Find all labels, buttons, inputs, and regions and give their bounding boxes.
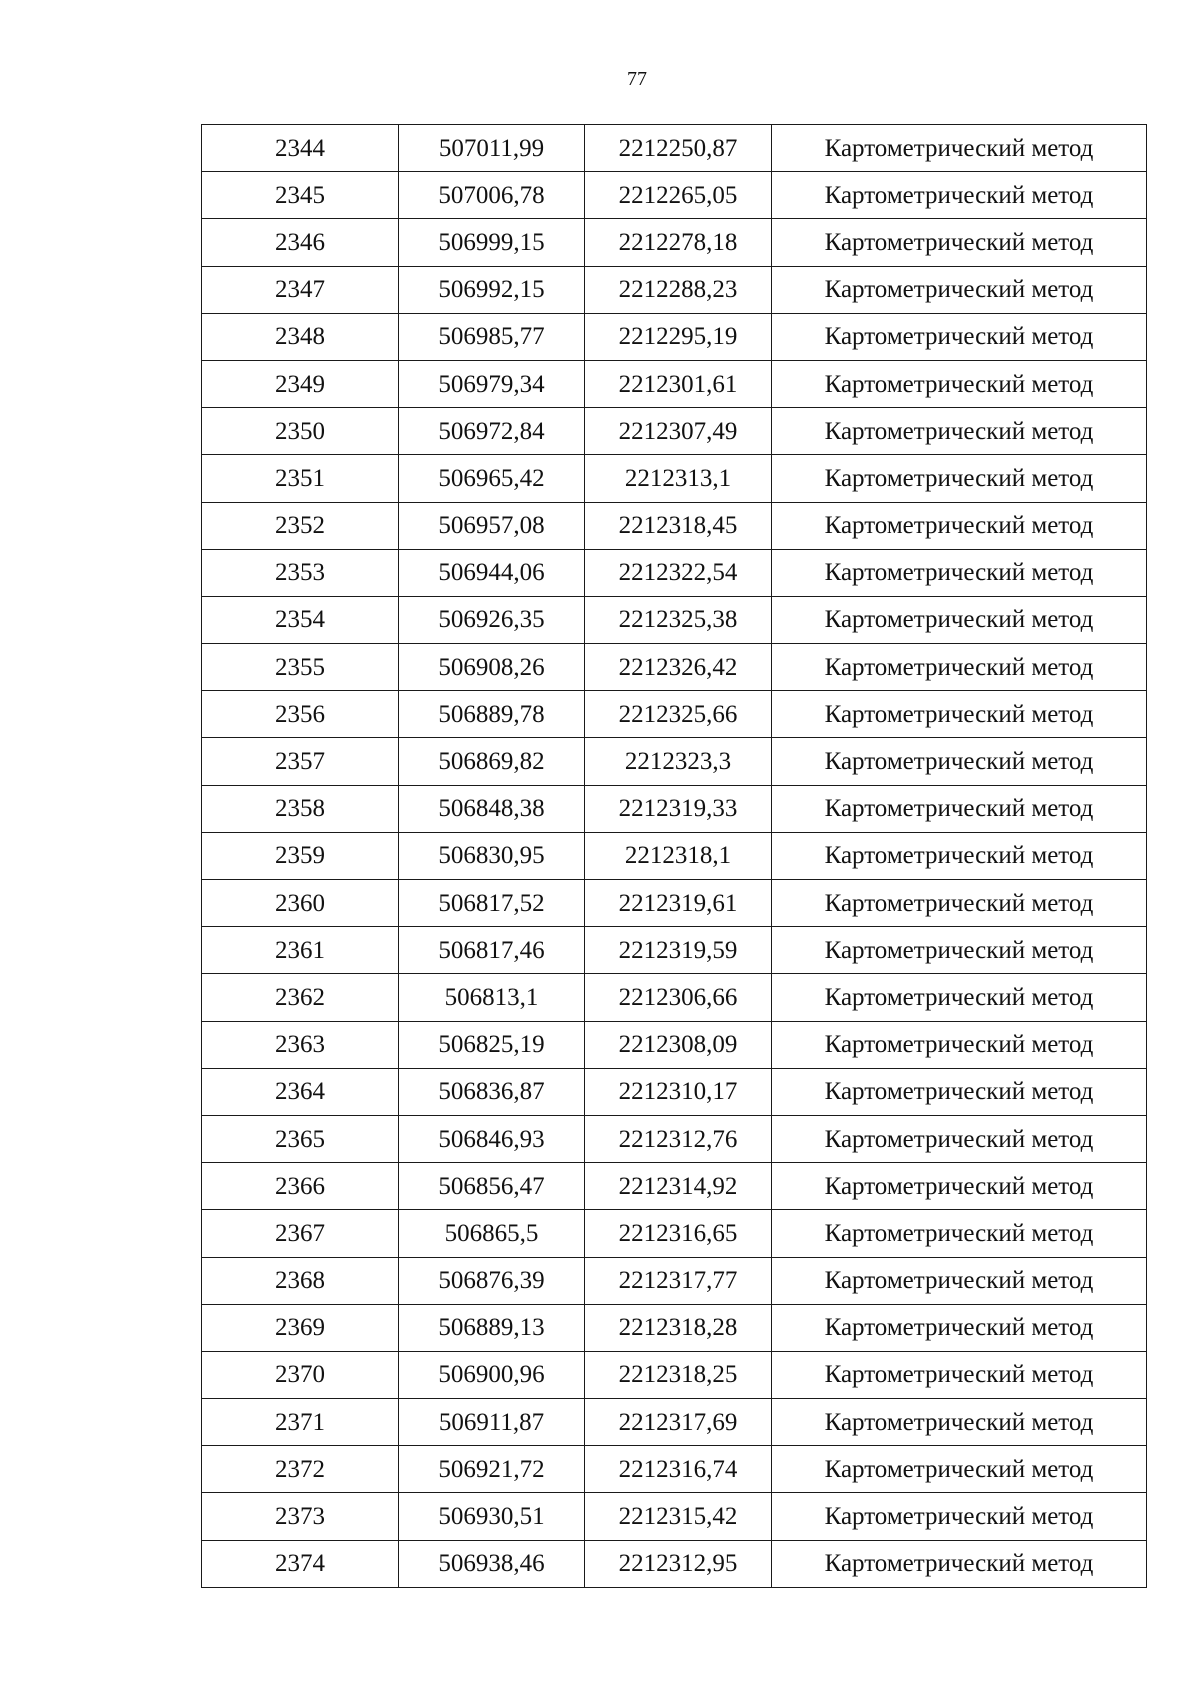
point-number-cell: 2368	[202, 1257, 399, 1304]
y-coordinate-cell: 2212318,28	[585, 1304, 772, 1351]
x-coordinate-cell: 506965,42	[399, 455, 585, 502]
table-row	[202, 974, 1147, 1021]
point-number-cell: 2370	[202, 1351, 399, 1398]
x-coordinate-cell: 506972,84	[399, 408, 585, 455]
y-coordinate-cell: 2212325,66	[585, 691, 772, 738]
table-row	[202, 691, 1147, 738]
x-coordinate-cell: 507006,78	[399, 172, 585, 219]
point-number-cell: 2365	[202, 1115, 399, 1162]
y-coordinate-cell: 2212308,09	[585, 1021, 772, 1068]
y-coordinate-cell: 2212316,65	[585, 1210, 772, 1257]
point-number-cell: 2349	[202, 360, 399, 407]
y-coordinate-cell: 2212318,45	[585, 502, 772, 549]
method-cell: Картометрический метод	[772, 408, 1147, 455]
y-coordinate-cell: 2212313,1	[585, 455, 772, 502]
method-cell: Картометрический метод	[772, 927, 1147, 974]
point-number-cell: 2363	[202, 1021, 399, 1068]
method-cell: Картометрический метод	[772, 1068, 1147, 1115]
point-number-cell: 2373	[202, 1493, 399, 1540]
method-cell: Картометрический метод	[772, 1304, 1147, 1351]
method-cell: Картометрический метод	[772, 1446, 1147, 1493]
x-coordinate-cell: 506876,39	[399, 1257, 585, 1304]
point-number-cell: 2359	[202, 832, 399, 879]
x-coordinate-cell: 506856,47	[399, 1163, 585, 1210]
x-coordinate-cell: 506848,38	[399, 785, 585, 832]
method-cell: Картометрический метод	[772, 644, 1147, 691]
method-cell: Картометрический метод	[772, 1021, 1147, 1068]
point-number-cell: 2372	[202, 1446, 399, 1493]
table-row	[202, 502, 1147, 549]
x-coordinate-cell: 506992,15	[399, 266, 585, 313]
y-coordinate-cell: 2212250,87	[585, 125, 772, 172]
point-number-cell: 2347	[202, 266, 399, 313]
point-number-cell: 2358	[202, 785, 399, 832]
table-row	[202, 1068, 1147, 1115]
table-row	[202, 927, 1147, 974]
point-number-cell: 2369	[202, 1304, 399, 1351]
method-cell: Картометрический метод	[772, 502, 1147, 549]
x-coordinate-cell: 506817,46	[399, 927, 585, 974]
point-number-cell: 2355	[202, 644, 399, 691]
method-cell: Картометрический метод	[772, 832, 1147, 879]
point-number-cell: 2352	[202, 502, 399, 549]
y-coordinate-cell: 2212318,25	[585, 1351, 772, 1398]
table-row	[202, 880, 1147, 927]
point-number-cell: 2351	[202, 455, 399, 502]
point-number-cell: 2366	[202, 1163, 399, 1210]
y-coordinate-cell: 2212326,42	[585, 644, 772, 691]
point-number-cell: 2360	[202, 880, 399, 927]
x-coordinate-cell: 506813,1	[399, 974, 585, 1021]
y-coordinate-cell: 2212318,1	[585, 832, 772, 879]
x-coordinate-cell: 506979,34	[399, 360, 585, 407]
method-cell: Картометрический метод	[772, 1351, 1147, 1398]
method-cell: Картометрический метод	[772, 691, 1147, 738]
x-coordinate-cell: 506830,95	[399, 832, 585, 879]
y-coordinate-cell: 2212325,38	[585, 596, 772, 643]
x-coordinate-cell: 506930,51	[399, 1493, 585, 1540]
table-row	[202, 832, 1147, 879]
table-row	[202, 549, 1147, 596]
table-row	[202, 1257, 1147, 1304]
table-row	[202, 738, 1147, 785]
y-coordinate-cell: 2212307,49	[585, 408, 772, 455]
x-coordinate-cell: 506846,93	[399, 1115, 585, 1162]
table-row	[202, 596, 1147, 643]
method-cell: Картометрический метод	[772, 549, 1147, 596]
x-coordinate-cell: 506999,15	[399, 219, 585, 266]
y-coordinate-cell: 2212295,19	[585, 313, 772, 360]
y-coordinate-cell: 2212317,69	[585, 1399, 772, 1446]
table-row	[202, 1115, 1147, 1162]
table-row	[202, 455, 1147, 502]
table-row	[202, 1493, 1147, 1540]
point-number-cell: 2357	[202, 738, 399, 785]
method-cell: Картометрический метод	[772, 880, 1147, 927]
method-cell: Картометрический метод	[772, 172, 1147, 219]
x-coordinate-cell: 506836,87	[399, 1068, 585, 1115]
y-coordinate-cell: 2212322,54	[585, 549, 772, 596]
table-row	[202, 785, 1147, 832]
point-number-cell: 2371	[202, 1399, 399, 1446]
method-cell: Картометрический метод	[772, 1493, 1147, 1540]
y-coordinate-cell: 2212265,05	[585, 172, 772, 219]
y-coordinate-cell: 2212288,23	[585, 266, 772, 313]
table-row	[202, 360, 1147, 407]
table-row	[202, 1351, 1147, 1398]
table-row	[202, 219, 1147, 266]
table-row	[202, 644, 1147, 691]
table-row	[202, 172, 1147, 219]
method-cell: Картометрический метод	[772, 1163, 1147, 1210]
x-coordinate-cell: 506825,19	[399, 1021, 585, 1068]
x-coordinate-cell: 506900,96	[399, 1351, 585, 1398]
table-row	[202, 1540, 1147, 1587]
x-coordinate-cell: 506889,13	[399, 1304, 585, 1351]
point-number-cell: 2350	[202, 408, 399, 455]
x-coordinate-cell: 506817,52	[399, 880, 585, 927]
x-coordinate-cell: 506911,87	[399, 1399, 585, 1446]
y-coordinate-cell: 2212306,66	[585, 974, 772, 1021]
table-row	[202, 1446, 1147, 1493]
method-cell: Картометрический метод	[772, 1210, 1147, 1257]
method-cell: Картометрический метод	[772, 360, 1147, 407]
x-coordinate-cell: 506926,35	[399, 596, 585, 643]
y-coordinate-cell: 2212319,33	[585, 785, 772, 832]
point-number-cell: 2374	[202, 1540, 399, 1587]
x-coordinate-cell: 506938,46	[399, 1540, 585, 1587]
method-cell: Картометрический метод	[772, 785, 1147, 832]
point-number-cell: 2346	[202, 219, 399, 266]
x-coordinate-cell: 506985,77	[399, 313, 585, 360]
method-cell: Картометрический метод	[772, 125, 1147, 172]
y-coordinate-cell: 2212312,95	[585, 1540, 772, 1587]
point-number-cell: 2367	[202, 1210, 399, 1257]
y-coordinate-cell: 2212323,3	[585, 738, 772, 785]
method-cell: Картометрический метод	[772, 1399, 1147, 1446]
y-coordinate-cell: 2212319,59	[585, 927, 772, 974]
y-coordinate-cell: 2212301,61	[585, 360, 772, 407]
coordinates-table-body	[202, 125, 1147, 1588]
table-row	[202, 1021, 1147, 1068]
point-number-cell: 2353	[202, 549, 399, 596]
method-cell: Картометрический метод	[772, 596, 1147, 643]
y-coordinate-cell: 2212312,76	[585, 1115, 772, 1162]
method-cell: Картометрический метод	[772, 455, 1147, 502]
y-coordinate-cell: 2212278,18	[585, 219, 772, 266]
x-coordinate-cell: 506869,82	[399, 738, 585, 785]
table-row	[202, 313, 1147, 360]
table-row	[202, 1304, 1147, 1351]
x-coordinate-cell: 506921,72	[399, 1446, 585, 1493]
x-coordinate-cell: 506908,26	[399, 644, 585, 691]
y-coordinate-cell: 2212315,42	[585, 1493, 772, 1540]
point-number-cell: 2354	[202, 596, 399, 643]
y-coordinate-cell: 2212316,74	[585, 1446, 772, 1493]
method-cell: Картометрический метод	[772, 1115, 1147, 1162]
table-row	[202, 1399, 1147, 1446]
x-coordinate-cell: 507011,99	[399, 125, 585, 172]
table-row	[202, 125, 1147, 172]
coordinates-table	[201, 124, 1147, 1588]
method-cell: Картометрический метод	[772, 974, 1147, 1021]
method-cell: Картометрический метод	[772, 313, 1147, 360]
point-number-cell: 2348	[202, 313, 399, 360]
point-number-cell: 2356	[202, 691, 399, 738]
x-coordinate-cell: 506865,5	[399, 1210, 585, 1257]
table-row	[202, 266, 1147, 313]
method-cell: Картометрический метод	[772, 219, 1147, 266]
point-number-cell: 2362	[202, 974, 399, 1021]
point-number-cell: 2345	[202, 172, 399, 219]
method-cell: Картометрический метод	[772, 1257, 1147, 1304]
method-cell: Картометрический метод	[772, 266, 1147, 313]
x-coordinate-cell: 506957,08	[399, 502, 585, 549]
point-number-cell: 2344	[202, 125, 399, 172]
table-row	[202, 1163, 1147, 1210]
y-coordinate-cell: 2212310,17	[585, 1068, 772, 1115]
point-number-cell: 2361	[202, 927, 399, 974]
table-row	[202, 1210, 1147, 1257]
x-coordinate-cell: 506944,06	[399, 549, 585, 596]
method-cell: Картометрический метод	[772, 1540, 1147, 1587]
page-number: 77	[627, 68, 647, 90]
table-row	[202, 408, 1147, 455]
point-number-cell: 2364	[202, 1068, 399, 1115]
method-cell: Картометрический метод	[772, 738, 1147, 785]
y-coordinate-cell: 2212317,77	[585, 1257, 772, 1304]
x-coordinate-cell: 506889,78	[399, 691, 585, 738]
y-coordinate-cell: 2212314,92	[585, 1163, 772, 1210]
y-coordinate-cell: 2212319,61	[585, 880, 772, 927]
